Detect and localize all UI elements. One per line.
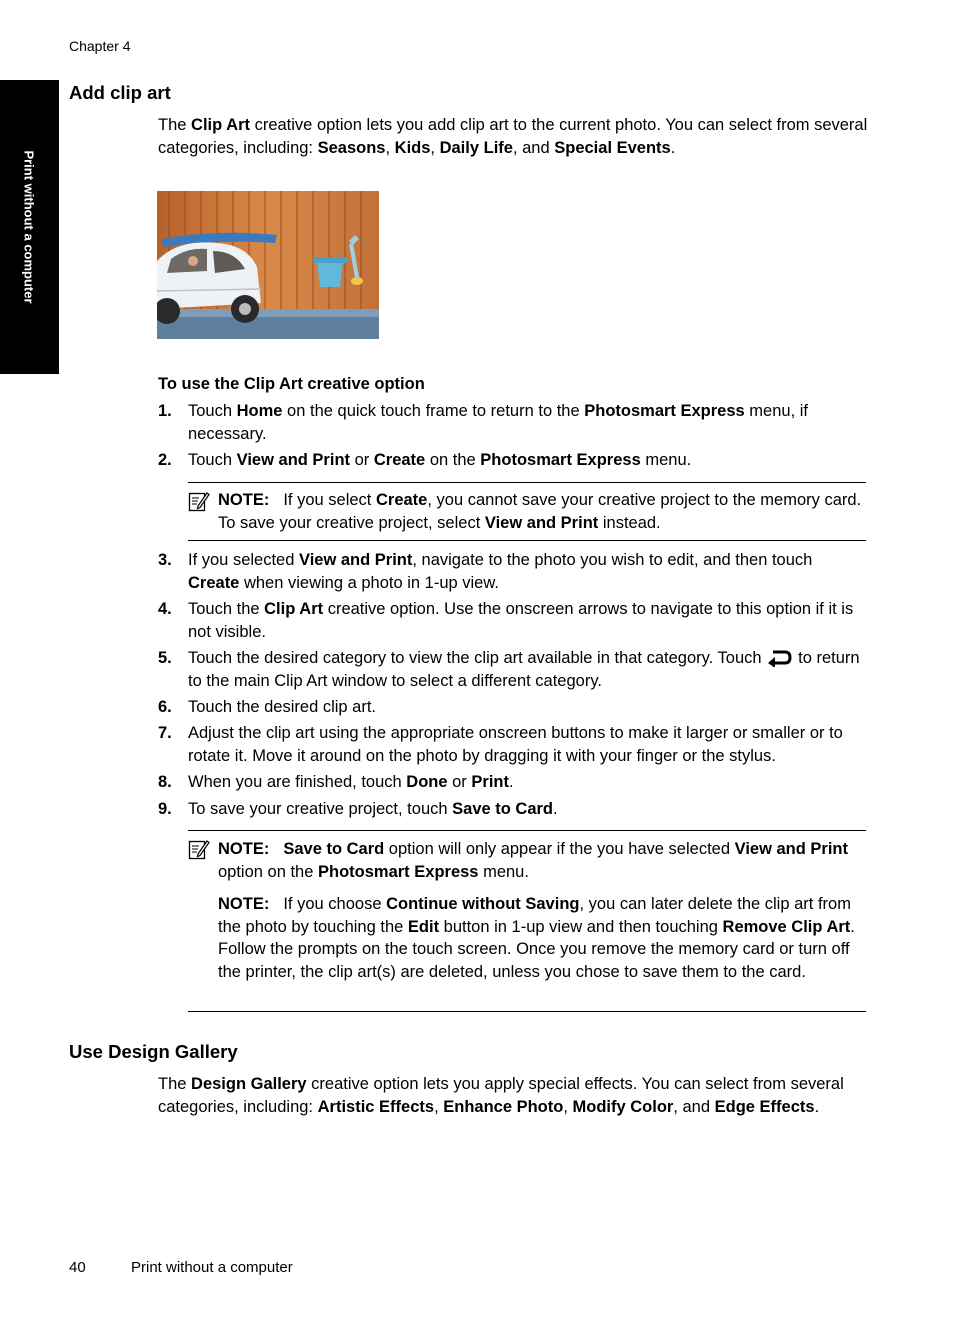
step-1	[158, 400, 868, 445]
bold-term: Clip Art	[264, 600, 324, 618]
bold-term: Edit	[407, 917, 440, 936]
step-text: Touch Home on the quick touch frame to return to the Photosmart Express menu, if necessary.	[188, 402, 808, 443]
note-text: If you select Create, you cannot save your creative project to the memory card. To save your creative project, select View and Print instead.	[218, 491, 862, 532]
bold-term: Kids	[394, 138, 431, 157]
step-number: 5.	[158, 649, 172, 667]
back-arrow-icon	[766, 649, 792, 667]
step-9	[158, 798, 868, 821]
step-text: Adjust the clip art using the appropriate onscreen buttons to make it larger or smaller or to rotate it. Move it around on the photo by dragging it with your finger or the stylus.	[188, 724, 843, 765]
bold-term: Continue without Saving	[386, 895, 580, 913]
footer-title: Print without a computer	[131, 1259, 293, 1276]
step-text: Touch the desired clip art.	[188, 698, 377, 716]
side-tab-label: Print without a computer	[21, 150, 37, 304]
note-rule-top	[188, 830, 866, 831]
bold-term: Create	[375, 491, 428, 509]
note-rule-bottom	[188, 1011, 866, 1012]
bold-term: Remove Clip Art	[722, 917, 851, 936]
section2-intro: The Design Gallery creative option lets you apply special effects. You can select from several categories, including: Artistic Effects, Enhance Photo, Modify Color, and Edge Effects.	[158, 1075, 844, 1116]
note-text: Save to Card option will only appear if the you have selected View and Print option on the Photosmart Express menu.	[218, 840, 848, 881]
step-6	[158, 696, 868, 719]
section1-intro: The Clip Art creative option lets you add clip art to the current photo. You can select from several categories, including: Seasons, Kids, Daily Life, and Special Events.	[158, 116, 868, 157]
note-label: NOTE:	[218, 491, 270, 509]
step-5	[158, 647, 868, 692]
note-text: If you choose Continue without Saving, you can later delete the clip art from the photo by touching the Edit button in 1-up view and then touching Remove Clip Art. Follow the prompts on the touch screen. Once you remove the memory card or turn off the printer, the clip art(s) are deleted, unless you chose to save them to the card.	[218, 895, 855, 981]
bold-term: View and Print	[734, 840, 848, 858]
car-photo	[157, 191, 379, 339]
step-number: 6.	[158, 698, 172, 716]
step-text: To save your creative project, touch Save to Card.	[188, 800, 558, 818]
bold-term: Edge Effects	[714, 1097, 815, 1116]
bold-term: View and Print	[236, 451, 351, 469]
note-rule-top	[188, 482, 866, 483]
step-number: 4.	[158, 600, 172, 618]
bold-term: Photosmart Express	[318, 862, 479, 881]
section-title-add-clip-art: Add clip art	[69, 82, 171, 103]
step-7	[158, 722, 868, 767]
bold-term: Design Gallery	[191, 1075, 307, 1093]
bold-term: View and Print	[484, 513, 599, 532]
procedure-title: To use the Clip Art creative option	[158, 375, 425, 393]
step-number: 3.	[158, 551, 172, 569]
bold-term: Photosmart Express	[480, 451, 641, 469]
bold-term: Save to Card	[283, 840, 385, 858]
note-icon	[188, 490, 210, 512]
step-number: 8.	[158, 773, 172, 791]
step-8	[158, 771, 868, 794]
bold-term: Photosmart Express	[584, 402, 745, 420]
note-2	[218, 838, 866, 883]
step-4	[158, 598, 868, 643]
step-2	[158, 449, 868, 472]
step-text: Touch the desired category to view the clip art available in that category. Touch to return to the main Clip Art window to select a different category.	[188, 649, 860, 690]
bold-term: Print	[471, 773, 509, 791]
note-1	[218, 489, 866, 534]
section-title-design-gallery: Use Design Gallery	[69, 1041, 238, 1062]
bold-term: Artistic Effects	[317, 1097, 435, 1116]
step-text: If you selected View and Print, navigate to the photo you wish to edit, and then touch Create when viewing a photo in 1-up view.	[188, 551, 813, 592]
bold-term: Daily Life	[439, 138, 513, 157]
step-number: 1.	[158, 402, 172, 420]
step-text: Touch View and Print or Create on the Photosmart Express menu.	[188, 451, 692, 469]
page-number: 40	[69, 1259, 86, 1276]
bold-term: Clip Art	[191, 116, 250, 134]
step-3	[158, 549, 868, 594]
bold-term: View and Print	[298, 551, 413, 569]
chapter-label: Chapter 4	[69, 38, 131, 54]
note-label: NOTE:	[218, 895, 270, 913]
bold-term: Special Events	[554, 138, 671, 157]
note-rule-bottom	[188, 540, 866, 541]
note-icon	[188, 838, 210, 860]
bold-term: Create	[188, 573, 240, 592]
side-tab	[0, 80, 59, 374]
step-text: When you are finished, touch Done or Print.	[188, 773, 514, 791]
step-number: 2.	[158, 451, 172, 469]
note-3	[218, 893, 866, 983]
bold-term: Modify Color	[572, 1097, 674, 1116]
step-number: 9.	[158, 800, 172, 818]
bold-term: Seasons	[317, 138, 386, 157]
bold-term: Done	[406, 773, 448, 791]
bold-term: Save to Card	[452, 800, 554, 818]
bold-term: Create	[373, 451, 426, 469]
step-number: 7.	[158, 724, 172, 742]
note-label: NOTE:	[218, 840, 270, 858]
bold-term: Enhance Photo	[443, 1097, 564, 1116]
step-text: Touch the Clip Art creative option. Use the onscreen arrows to navigate to this option if it is not visible.	[188, 600, 854, 641]
bold-term: Home	[236, 402, 283, 420]
